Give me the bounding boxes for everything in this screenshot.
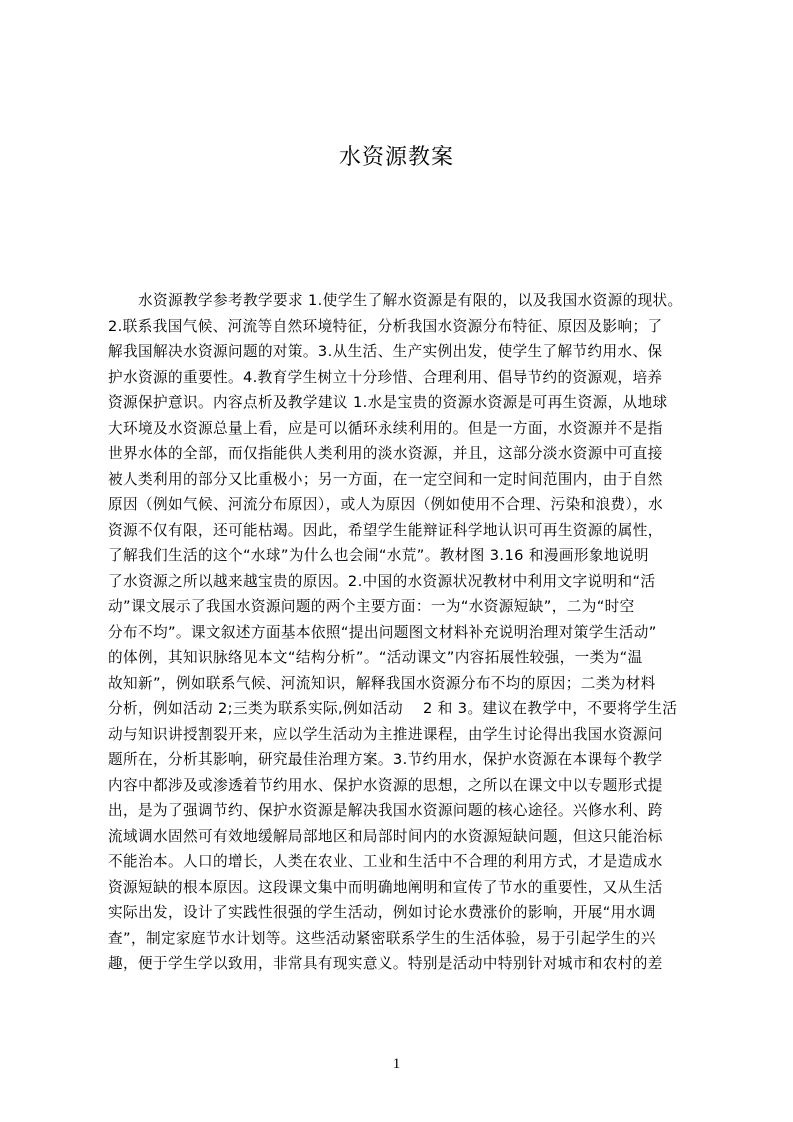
document-title: 水资源教案 <box>338 145 454 170</box>
text-line: 题所在，分析其影响，研究最佳治理方案。3.节约用水，保护水资源在本课每个教学 <box>108 751 663 768</box>
text-line: 了水资源之所以越来越宝贵的原因。2.中国的水资源状况教材中利用文字说明和“活 <box>108 572 656 590</box>
text-line: 解我国解决水资源问题的对策。3.从生活、生产实例出发，使学生了解节约用水、保 <box>108 343 663 360</box>
text-line: 查”，制定家庭节水计划等。这些活动紧密联系学生的生活体验，易于引起学生的兴 <box>108 929 656 947</box>
text-line: 故知新”，例如联系气候、河流知识，解释我国水资源分布不均的原因；二类为材料 <box>108 674 656 692</box>
text-line: 分析，例如活动 2;三类为联系实际,例如活动 2 和 3。建议在教学中，不要将学生活 <box>108 700 678 717</box>
text-line: 不能治本。人口的增长，人类在农业、工业和生活中不合理的利用方式，才是造成水 <box>108 853 663 870</box>
text-line: 流域调水固然可有效地缓解局部地区和局部时间内的水资源短缺问题，但这只能治标 <box>108 827 663 845</box>
text-line: 了解我们生活的这个“水球”为什么也会闹“水荒”。教材图 3.16 和漫画形象地说明 <box>108 547 649 564</box>
text-line: 原因（例如气候、河流分布原因），或人为原因（例如使用不合理、污染和浪费），水 <box>108 496 664 513</box>
text-line: 资源不仅有限，还可能枯竭。因此，希望学生能辩证科学地认识可再生资源的属性， <box>108 521 663 539</box>
text-line: 内容中都涉及或渗透着节约用水、保护水资源的思想，之所以在课文中以专题形式提 <box>108 776 663 794</box>
text-line: 世界水体的全部，而仅指能供人类利用的淡水资源，并且，这部分淡水资源中可直接 <box>108 445 663 462</box>
text-line: 的体例，其知识脉络见本文“结构分析”。“活动课文”内容拓展性较强，一类为“温 <box>108 649 643 666</box>
text-line: 大环境及水资源总量上看，应是可以循环永续利用的。但是一方面，水资源并不是指 <box>108 419 663 437</box>
text-line: 2.联系我国气候、河流等自然环境特征，分析我国水资源分布特征、原因及影响；了 <box>108 317 663 335</box>
text-line: 动与知识讲授割裂开来，应以学生活动为主推进课程，由学生讨论得出我国水资源问 <box>108 725 663 743</box>
text-line: 护水资源的重要性。4.教育学生树立十分珍惜、合理利用、倡导节约的资源观，培养 <box>108 368 663 386</box>
text-line: 资源短缺的根本原因。这段课文集中而明确地阐明和宣传了节水的重要性，又从生活 <box>108 878 663 896</box>
text-line: 分布不均”。课文叙述方面基本依照“提出问题图文材料补充说明治理对策学生活动” <box>108 623 657 641</box>
text-line: 水资源教学参考教学要求 1.使学生了解水资源是有限的，以及我国水资源的现状。 <box>138 292 683 309</box>
text-line: 实际出发，设计了实践性很强的学生活动，例如讨论水费涨价的影响，开展“用水调 <box>108 904 656 921</box>
text-line: 被人类利用的部分又比重极小；另一方面，在一定空间和一定时间范围内，由于自然 <box>108 470 663 488</box>
page-number: 1 <box>392 1056 401 1072</box>
text-line: 趣，便于学生学以致用，非常具有现实意义。特别是活动中特别针对城市和农村的差 <box>108 955 663 972</box>
text-line: 出，是为了强调节约、保护水资源是解决我国水资源问题的核心途径。兴修水利、跨 <box>108 802 663 819</box>
text-line: 动”课文展示了我国水资源问题的两个主要方面：一为“水资源短缺”，二为“时空 <box>108 598 635 615</box>
body-paragraph <box>108 288 702 977</box>
text-line: 资源保护意识。内容点析及教学建议 1.水是宝贵的资源水资源是可再生资源，从地球 <box>108 394 668 411</box>
